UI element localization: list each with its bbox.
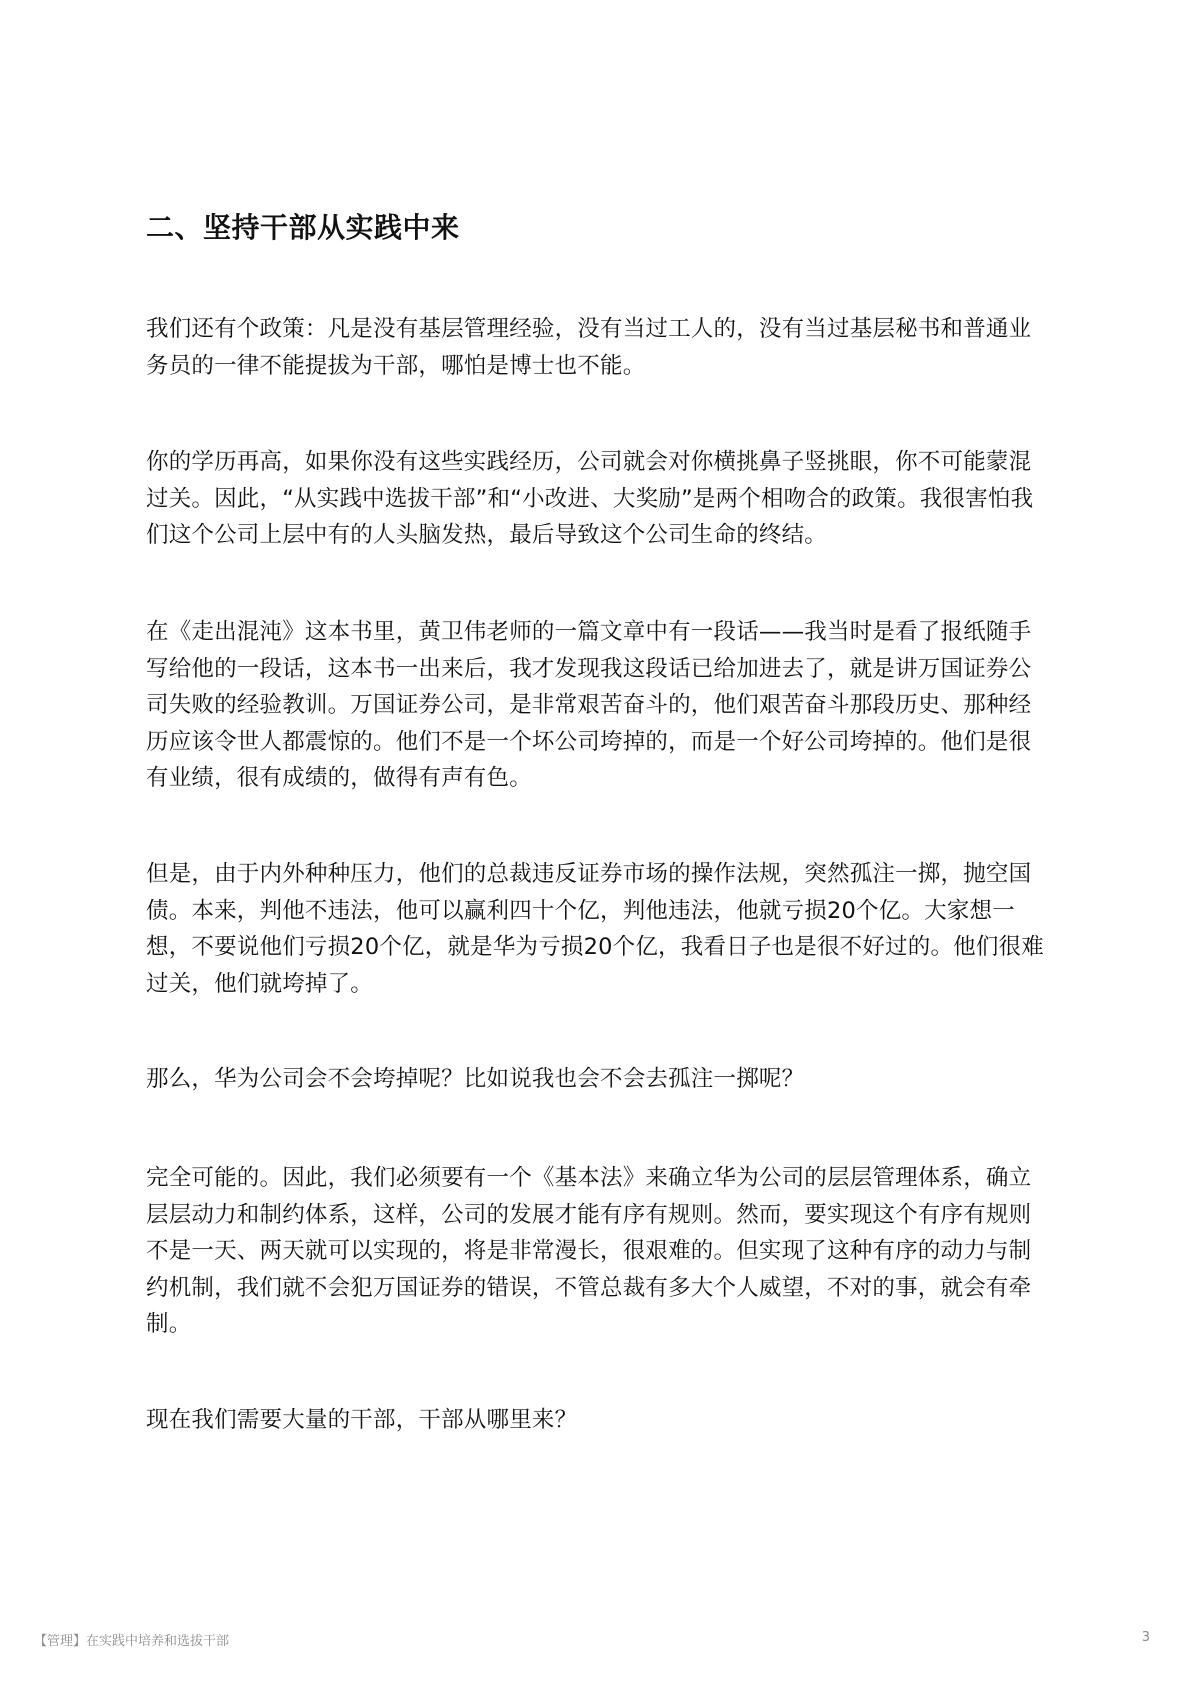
paragraph-7: 现在我们需要大量的干部，干部从哪里来？: [146, 1407, 578, 1433]
paragraph-2: 你的学历再高，如果你没有这些实践经历，公司就会对你横挑鼻子竖挑眼，你不可能蒙混过关。因此，“从实践中选拔干部”和“小改进、大奖励”是两个相吻合的政策。我很害怕我们这个公司上层中有的人头脑发热，最后导致这个公司生命的终结。: [146, 449, 1034, 548]
paragraph-6: 完全可能的。因此，我们必须要有一个《基本法》来确立华为公司的层层管理体系，确立层层动力和制约体系，这样，公司的发展才能有序有规则。然而，要实现这个有序有规则不是一天、两天就可以实现的，将是非常漫长，很艰难的。但实现了这种有序的动力与制约机制，我们就不会犯万国证券的错误，不管总裁有多大个人威望，不对的事，就会有牵制。: [146, 1165, 1032, 1337]
paragraph-1: 我们还有个政策：凡是没有基层管理经验，没有当过工人的，没有当过基层秘书和普通业务员的一律不能提拔为干部，哪怕是博士也不能。: [146, 316, 1032, 379]
paragraph-5: 那么，华为公司会不会垮掉呢？比如说我也会不会去孤注一掷呢？: [146, 1066, 805, 1092]
footer-document-title: 【管理】在实践中培养和选拔干部: [34, 1634, 230, 1649]
paragraph-3: 在《走出混沌》这本书里，黄卫伟老师的一篇文章中有一段话——我当时是看了报纸随手写给他的一段话，这本书一出来后，我才发现我这段话已给加进去了，就是讲万国证券公司失败的经验教训。万国证券公司，是非常艰苦奋斗的，他们艰苦奋斗那段历史、那种经历应该令世人都震惊的。他们不是一个坏公司垮掉的，而是一个好公司垮掉的。他们是很有业绩，很有成绩的，做得有声有色。: [146, 619, 1032, 791]
section-heading: 二、坚持干部从实践中来: [146, 211, 460, 244]
footer-page-number: 3: [1141, 1630, 1150, 1645]
paragraph-4: 但是，由于内外种种压力，他们的总裁违反证券市场的操作法规，突然孤注一掷，抛空国债。本来，判他不违法，他可以赢利四十个亿，判他违法，他就亏损20个亿。大家想一想，不要说他们亏损20个亿，就是华为亏损20个亿，我看日子也是很不好过的。他们很难过关，他们就垮掉了。: [146, 861, 1044, 997]
